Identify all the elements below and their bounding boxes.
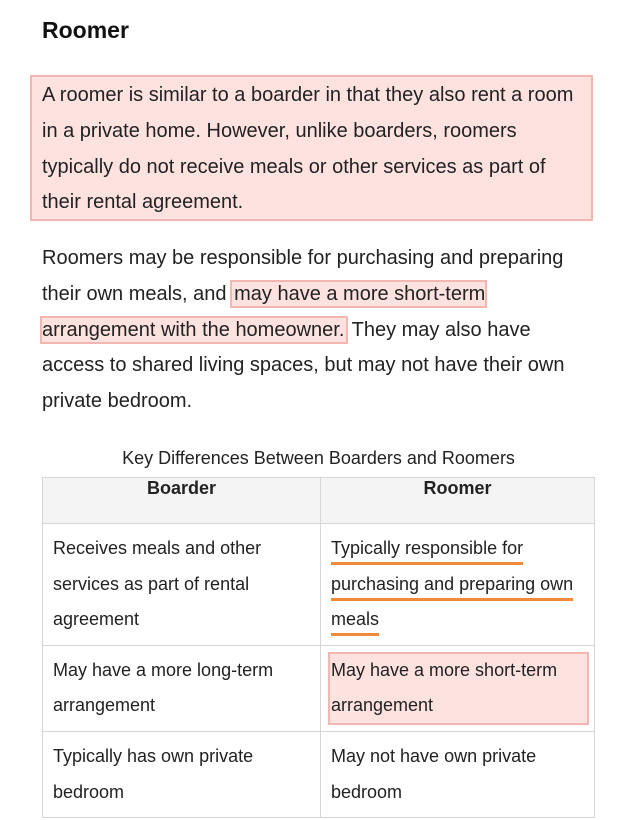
table-row: [43, 731, 595, 817]
comparison-table: [42, 477, 595, 818]
table-cell: Typically has own private bedroom: [43, 731, 321, 817]
table-row: [43, 524, 595, 646]
roomer-details-paragraph: [42, 241, 594, 420]
paragraph-text-after: They may also have access to shared living spaces, but may not have their own private bedroom.: [42, 318, 565, 413]
underlined-text: Typically responsible for purchasing and preparing own meals: [331, 538, 574, 630]
section-heading: Roomer: [42, 17, 129, 43]
table-row: [43, 645, 595, 731]
highlighted-cell-text: May have a more short-term arrangement: [331, 659, 558, 716]
table-header-row: [43, 478, 595, 524]
table-caption: Key Differences Between Boarders and Roomers: [122, 448, 515, 468]
table-cell: Receives meals and other services as part of rental agreement: [43, 524, 321, 646]
table-cell: May have a more long-term arrangement: [43, 645, 321, 731]
paragraph-text-before: Roomers may be responsible for purchasing and preparing their own meals, and: [42, 247, 564, 305]
column-header-boarder: Boarder: [43, 478, 321, 524]
table-cell-underlined: [321, 524, 595, 646]
roomer-definition-paragraph: A roomer is similar to a boarder in that they also rent a room in a private home. However, unlike boarders, roomers typically do not receive meals or other services as part of their rental agreement.: [42, 84, 574, 214]
table-cell-highlighted: [321, 645, 595, 731]
table-cell: May not have own private bedroom: [321, 731, 595, 817]
column-header-roomer: Roomer: [321, 478, 595, 524]
highlighted-phrase: may have a more short-term arrangement with the homeowner.: [42, 282, 486, 341]
